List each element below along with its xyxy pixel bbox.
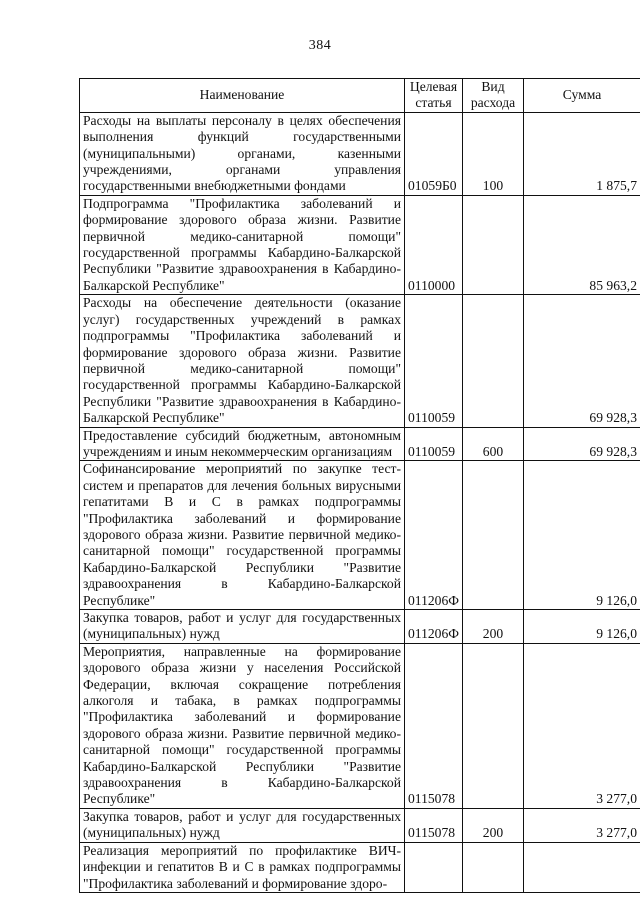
header-target-article: Целевая статья [405, 79, 463, 113]
row-target-article: 0115078 [405, 643, 463, 808]
table-row [80, 643, 640, 808]
table-row [80, 427, 640, 461]
table-row [80, 295, 640, 427]
row-name: Подпрограмма "Профилактика заболеваний и формирование здорового образа жизни. Развитие первичной медико-санитарной помощи" государственной программы Кабардино-Балкарской Республики "Развитие здравоохранения в Кабардино-Балкарской Республике" [80, 195, 405, 294]
table-row [80, 112, 640, 195]
row-name: Софинансирование мероприятий по закупке тест-систем и препаратов для лечения больных вирусными гепатитами В и С в рамках подпрограммы "Профилактика заболеваний и формирование здорового образа жизни. Развитие первичной медико-санитарной помощи" государственной программы Кабардино-Балкарской Республики "Развитие здравоохранения в Кабардино-Балкарской Республике" [80, 461, 405, 610]
row-sum: 3 277,0 [524, 643, 640, 808]
row-name: Мероприятия, направленные на формирование здорового образа жизни у населения Российской Федерации, включая сокращение потребления алкоголя и табака, в рамках подпрограммы "Профилактика заболеваний и формирование здорового образа жизни. Развитие первичной медико-санитарной помощи" государственной программы Кабардино-Балкарской Республики "Развитие здравоохранения в Кабардино-Балкарской Республике" [80, 643, 405, 808]
row-target-article: 0110059 [405, 295, 463, 427]
table-row [80, 842, 640, 892]
row-expense-type [463, 295, 524, 427]
row-expense-type: 100 [463, 112, 524, 195]
row-expense-type [463, 643, 524, 808]
table-row [80, 610, 640, 644]
row-name: Закупка товаров, работ и услуг для государственных (муниципальных) нужд [80, 808, 405, 842]
table-row [80, 461, 640, 610]
row-target-article: 0110000 [405, 195, 463, 294]
row-target-article: 01059Б0 [405, 112, 463, 195]
row-expense-type [463, 461, 524, 610]
row-name: Реализация мероприятий по профилактике ВИЧ-инфекции и гепатитов В и С в рамках подпрограммы "Профилактика заболеваний и формирование здоро- [80, 842, 405, 892]
row-expense-type: 200 [463, 610, 524, 644]
row-target-article: 0110059 [405, 427, 463, 461]
row-sum: 69 928,3 [524, 427, 640, 461]
row-target-article [405, 842, 463, 892]
row-expense-type [463, 195, 524, 294]
header-sum: Сумма [524, 79, 640, 113]
header-name: Наименование [80, 79, 405, 113]
row-target-article: 011206Ф [405, 461, 463, 610]
budget-table [79, 78, 640, 893]
table-row [80, 808, 640, 842]
row-sum: 85 963,2 [524, 195, 640, 294]
header-expense-type: Вид расхода [463, 79, 524, 113]
row-sum: 69 928,3 [524, 295, 640, 427]
row-expense-type: 600 [463, 427, 524, 461]
table-header-row [80, 79, 640, 113]
row-target-article: 011206Ф [405, 610, 463, 644]
row-sum [524, 842, 640, 892]
page-number: 384 [308, 38, 332, 53]
row-sum: 9 126,0 [524, 610, 640, 644]
row-name: Расходы на обеспечение деятельности (оказание услуг) государственных учреждений в рамках подпрограммы "Профилактика заболеваний и формирование здорового образа жизни. Развитие первичной медико-санитарной помощи" государственной программы Кабардино-Балкарской Республики "Развитие здравоохранения в Кабардино-Балкарской Республике" [80, 295, 405, 427]
row-target-article: 0115078 [405, 808, 463, 842]
row-name: Закупка товаров, работ и услуг для государственных (муниципальных) нужд [80, 610, 405, 644]
row-sum: 1 875,7 [524, 112, 640, 195]
row-name: Расходы на выплаты персоналу в целях обеспечения выполнения функций государственными (муниципальными) органами, казенными учреждениями, органами управления государственными внебюджетными фондами [80, 112, 405, 195]
row-name: Предоставление субсидий бюджетным, автономным учреждениям и иным некоммерческим организациям [80, 427, 405, 461]
row-sum: 9 126,0 [524, 461, 640, 610]
row-expense-type: 200 [463, 808, 524, 842]
row-expense-type [463, 842, 524, 892]
table-row [80, 195, 640, 294]
row-sum: 3 277,0 [524, 808, 640, 842]
